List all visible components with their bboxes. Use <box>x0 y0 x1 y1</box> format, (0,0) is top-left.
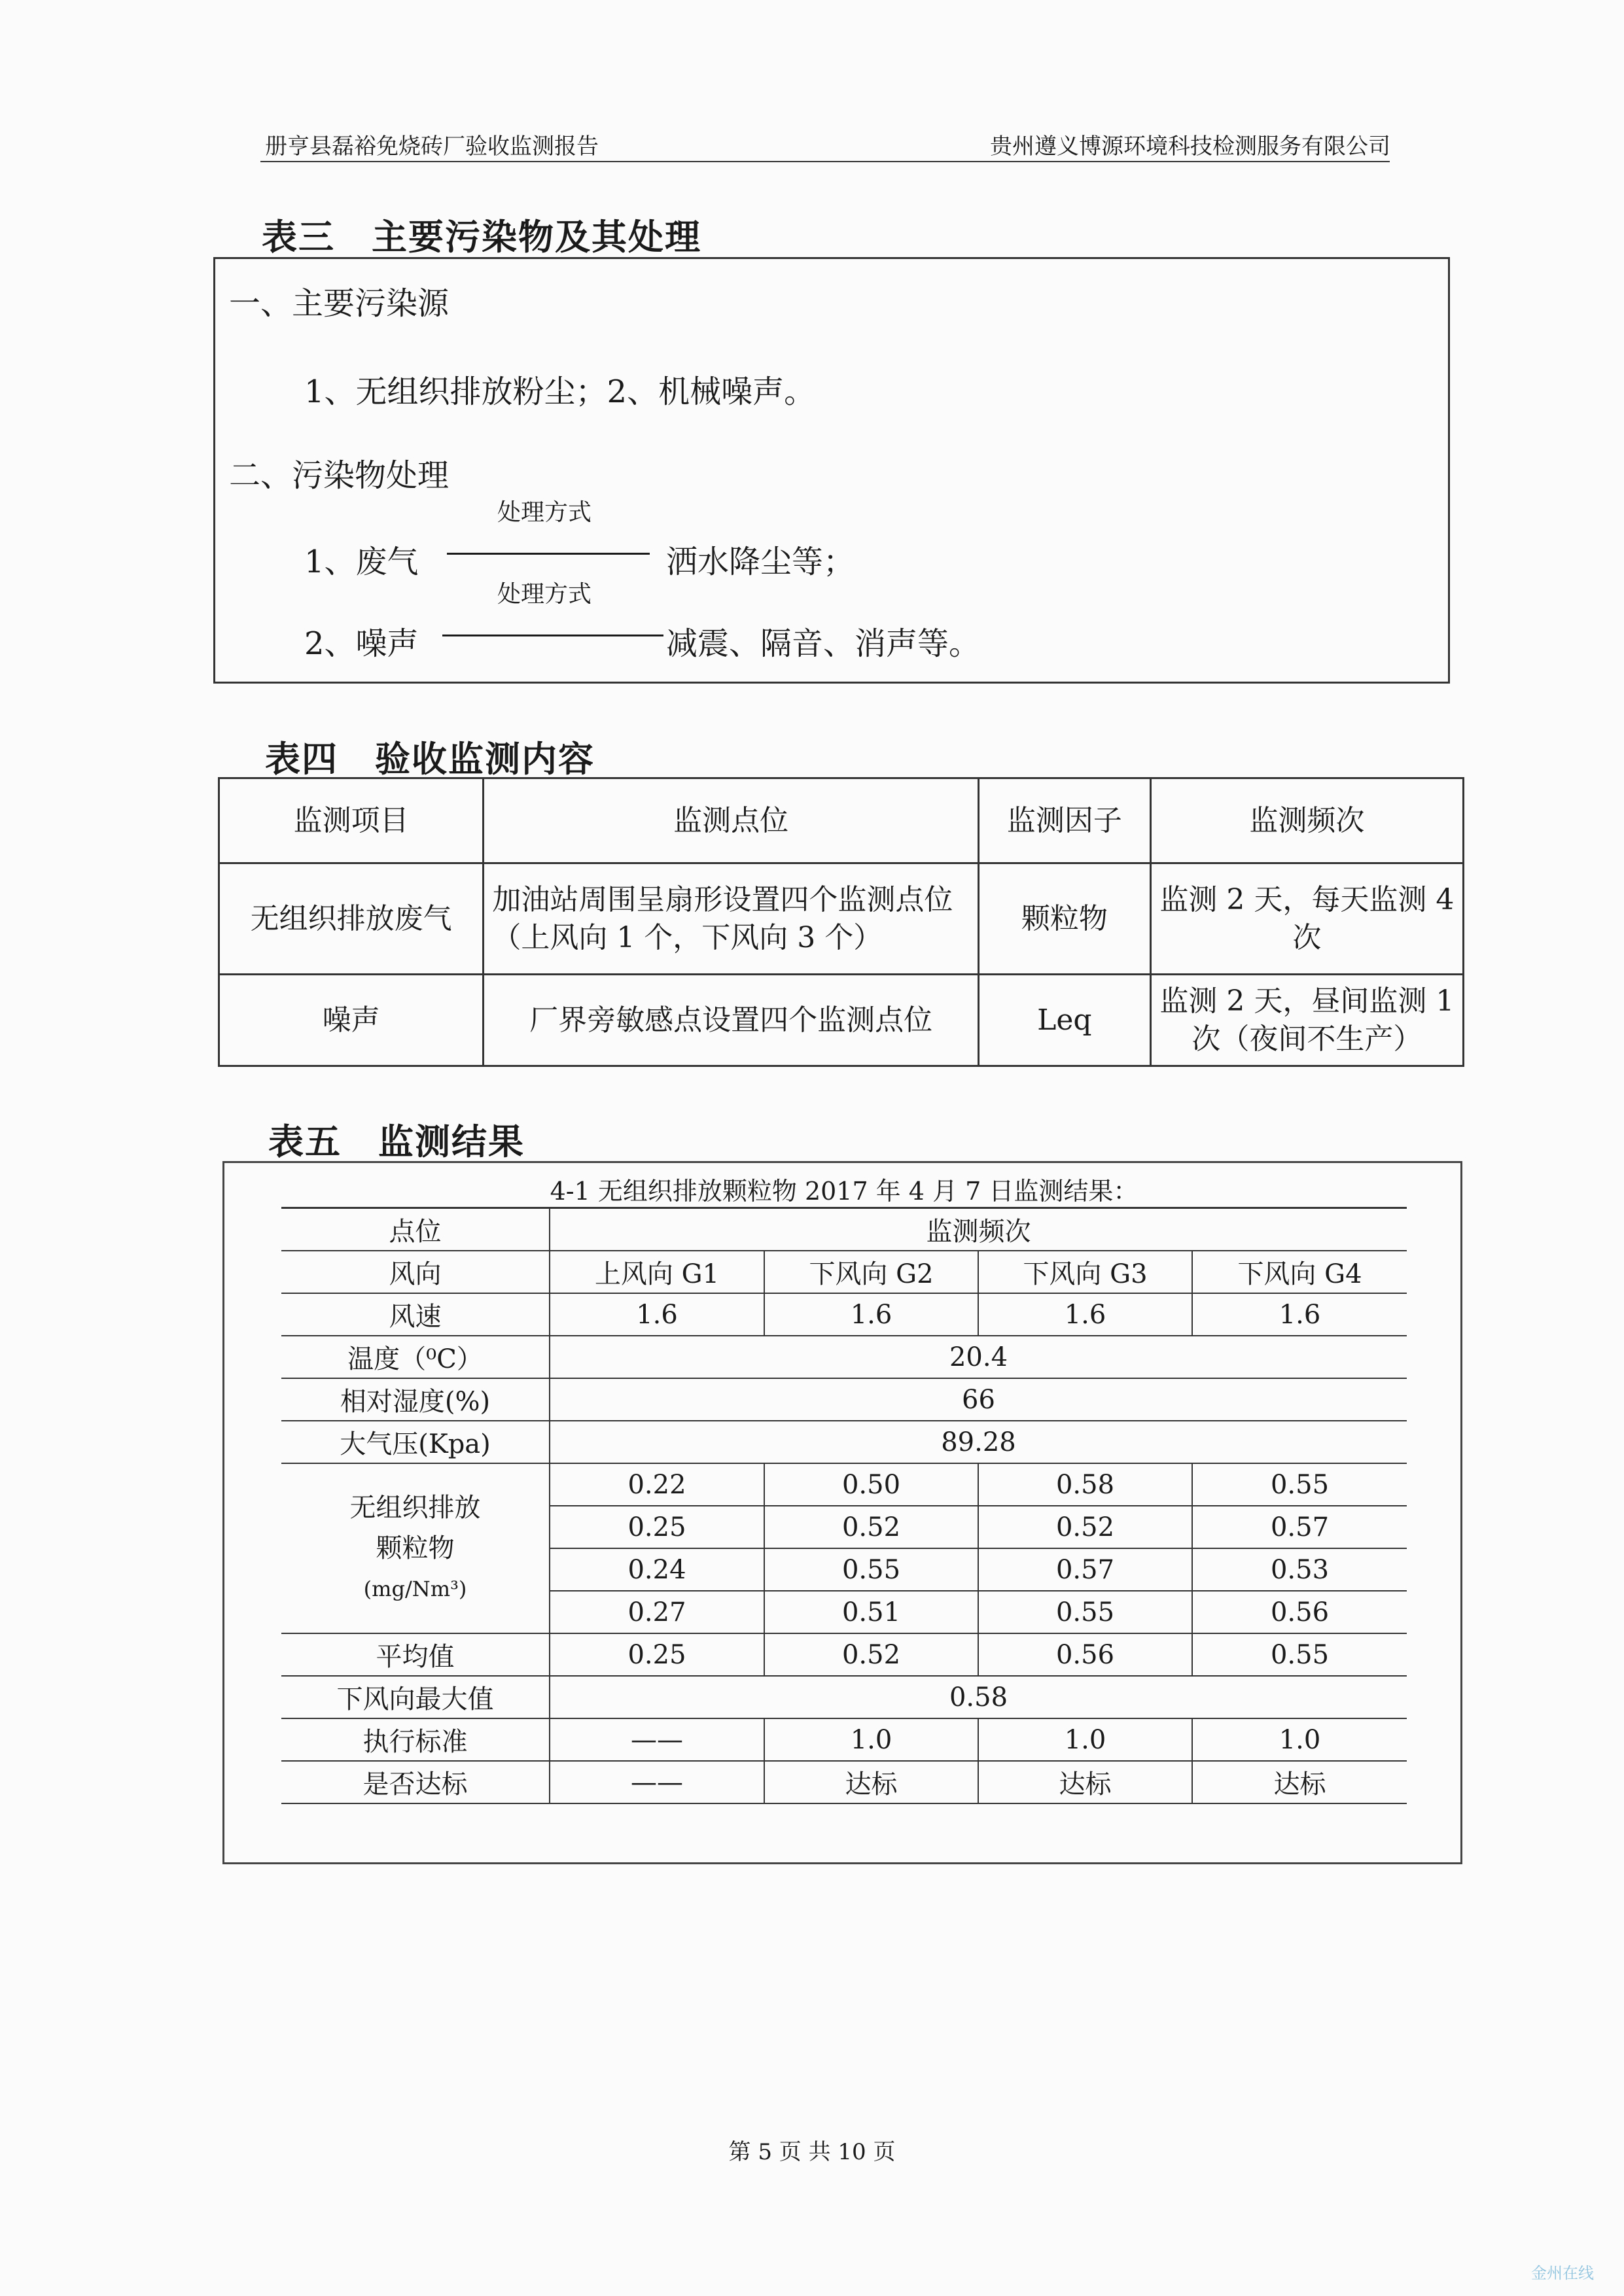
pm-cell: 0.55 <box>1192 1463 1407 1506</box>
ok-cell: 达标 <box>978 1761 1192 1803</box>
pm-cell: 0.51 <box>764 1591 978 1633</box>
header-cell: 监测因子 <box>979 778 1151 863</box>
row-label: 下风向最大值 <box>281 1676 550 1718</box>
pressure-cell: 89.28 <box>550 1421 1407 1463</box>
table-row <box>281 1718 1407 1761</box>
row-label: 点位 <box>281 1209 550 1251</box>
header-cell: 监测项目 <box>219 778 484 863</box>
section4-title: 表四 验收监测内容 <box>265 738 595 780</box>
pm-cell: 0.25 <box>550 1506 764 1548</box>
table-cell: 噪声 <box>219 975 484 1066</box>
table-row <box>281 1633 1407 1676</box>
table-row <box>281 1761 1407 1803</box>
freq-header: 监测频次 <box>550 1209 1407 1251</box>
pm-label-line-1: 无组织排放 <box>349 1493 481 1523</box>
table-row <box>219 863 1464 975</box>
treatment-label-1: 处理方式 <box>497 499 592 526</box>
row-label: 相对湿度(%) <box>281 1378 550 1421</box>
pm-unit: (mg/Nm³) <box>363 1576 467 1601</box>
avg-cell: 0.55 <box>1192 1633 1407 1676</box>
report-title: 册亨县磊裕免烧砖厂验收监测报告 <box>265 133 599 160</box>
pm-cell: 0.55 <box>978 1591 1192 1633</box>
avg-cell: 0.25 <box>550 1633 764 1676</box>
wind-speed-cell: 1.6 <box>978 1293 1192 1336</box>
row-label: 平均值 <box>281 1633 550 1676</box>
page-number: 第 5 页 共 10 页 <box>728 2139 896 2165</box>
avg-cell: 0.56 <box>978 1633 1192 1676</box>
wind-speed-cell: 1.6 <box>764 1293 978 1336</box>
pm-cell: 0.53 <box>1192 1548 1407 1591</box>
pm-cell: 0.57 <box>978 1548 1192 1591</box>
wind-speed-cell: 1.6 <box>550 1293 764 1336</box>
table-row <box>281 1209 1407 1251</box>
pm-cell: 0.56 <box>1192 1591 1407 1633</box>
table-cell: 颗粒物 <box>979 863 1151 975</box>
section3-heading-1: 一、主要污染源 <box>229 285 450 322</box>
company-name: 贵州遵义博源环境科技检测服务有限公司 <box>990 133 1390 160</box>
table-row <box>281 1463 1407 1506</box>
treatment-item-1: 1、废气 <box>304 544 419 580</box>
pm-cell: 0.24 <box>550 1548 764 1591</box>
treatment-arrow-2 <box>442 635 663 636</box>
pm-cell: 0.22 <box>550 1463 764 1506</box>
row-label: 是否达标 <box>281 1761 550 1803</box>
ok-cell: 达标 <box>764 1761 978 1803</box>
max-cell: 0.58 <box>550 1676 1407 1718</box>
monitoring-content-table <box>218 777 1464 1067</box>
ok-cell: —— <box>550 1761 764 1803</box>
table-row <box>281 1676 1407 1718</box>
treatment-label-2: 处理方式 <box>497 581 592 608</box>
ok-cell: 达标 <box>1192 1761 1407 1803</box>
table-cell: 无组织排放废气 <box>219 863 484 975</box>
pm-cell: 0.58 <box>978 1463 1192 1506</box>
table-cell: 厂界旁敏感点设置四个监测点位 <box>484 975 979 1066</box>
wind-speed-cell: 1.6 <box>1192 1293 1407 1336</box>
direction-cell: 下风向 G3 <box>978 1251 1192 1293</box>
humidity-cell: 66 <box>550 1378 1407 1421</box>
row-label: 风速 <box>281 1293 550 1336</box>
pm-cell: 0.57 <box>1192 1506 1407 1548</box>
std-cell: 1.0 <box>764 1718 978 1761</box>
section3-heading-2: 二、污染物处理 <box>229 457 450 494</box>
treatment-arrow-1 <box>447 553 650 555</box>
header-divider <box>260 161 1390 162</box>
pm-cell: 0.52 <box>978 1506 1192 1548</box>
header-cell: 监测频次 <box>1150 778 1463 863</box>
direction-cell: 上风向 G1 <box>550 1251 764 1293</box>
pm-label <box>281 1463 550 1633</box>
std-cell: —— <box>550 1718 764 1761</box>
table-row <box>219 975 1464 1066</box>
pm-cell: 0.52 <box>764 1506 978 1548</box>
pm-cell: 0.27 <box>550 1591 764 1633</box>
table-cell: 监测 2 天，昼间监测 1 次（夜间不生产） <box>1150 975 1463 1066</box>
section3-title: 表三 主要污染物及其处理 <box>262 216 701 258</box>
results-table <box>281 1209 1407 1804</box>
row-label: 风向 <box>281 1251 550 1293</box>
header-cell: 监测点位 <box>484 778 979 863</box>
table-row <box>281 1251 1407 1293</box>
row-label: 大气压(Kpa) <box>281 1421 550 1463</box>
pm-cell: 0.55 <box>764 1548 978 1591</box>
watermark-logo: 金州在线 <box>1531 2265 1594 2282</box>
std-cell: 1.0 <box>1192 1718 1407 1761</box>
treatment-item-2: 2、噪声 <box>304 625 419 662</box>
table-cell: 监测 2 天，每天监测 4 次 <box>1150 863 1463 975</box>
table-row <box>281 1421 1407 1463</box>
table-cell: Leq <box>979 975 1151 1066</box>
pollution-sources: 1、无组织排放粉尘；2、机械噪声。 <box>304 374 816 410</box>
pm-cell: 0.50 <box>764 1463 978 1506</box>
avg-cell: 0.52 <box>764 1633 978 1676</box>
std-cell: 1.0 <box>978 1718 1192 1761</box>
table-cell: 加油站周围呈扇形设置四个监测点位（上风向 1 个，下风向 3 个） <box>484 863 979 975</box>
table-row <box>281 1336 1407 1378</box>
direction-cell: 下风向 G4 <box>1192 1251 1407 1293</box>
row-label: 执行标准 <box>281 1718 550 1761</box>
table-row <box>281 1378 1407 1421</box>
treatment-value-2: 减震、隔音、消声等。 <box>666 625 981 662</box>
pm-label-line-2: 颗粒物 <box>376 1533 455 1563</box>
table-header-row <box>219 778 1464 863</box>
temp-cell: 20.4 <box>550 1336 1407 1378</box>
row-label: 温度（⁰C） <box>281 1336 550 1378</box>
table-row <box>281 1293 1407 1336</box>
direction-cell: 下风向 G2 <box>764 1251 978 1293</box>
results-caption: 4-1 无组织排放颗粒物 2017 年 4 月 7 日监测结果： <box>550 1177 1139 1206</box>
treatment-value-1: 洒水降尘等； <box>666 544 855 580</box>
section5-title: 表五 监测结果 <box>268 1121 525 1162</box>
